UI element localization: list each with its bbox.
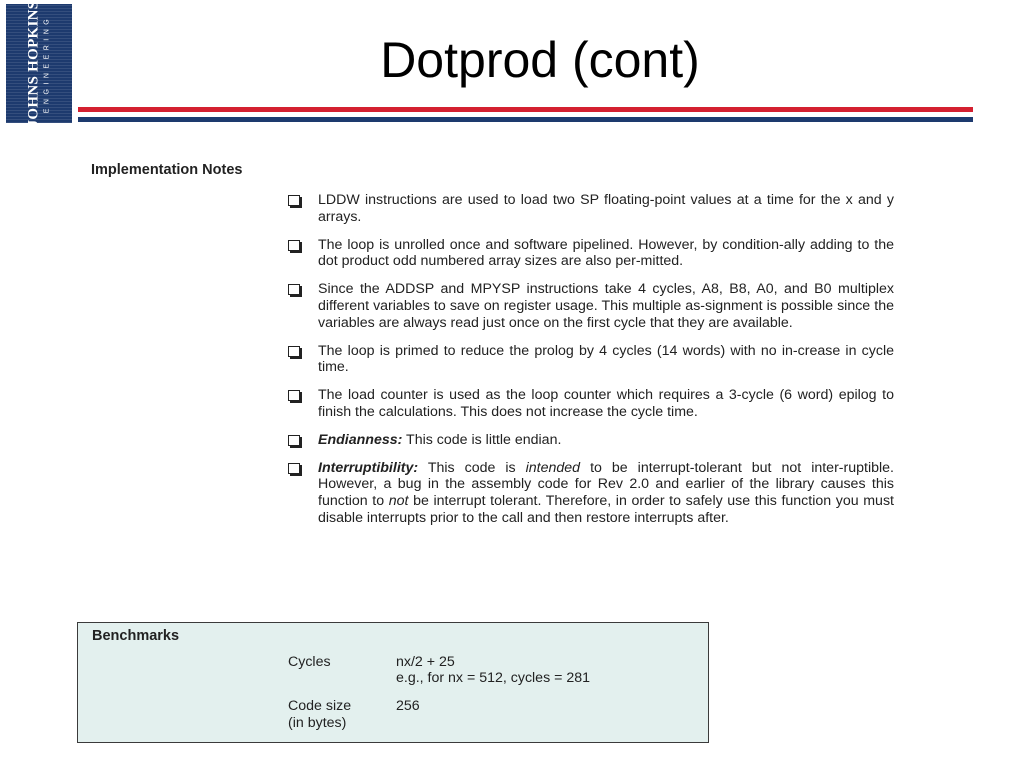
cycles-label: Cycles [288, 654, 331, 670]
code-size-value: 256 [396, 698, 420, 714]
note-text: to be interrupt-tolerant but not inter-ruptible. However, a bug in the assembly code for Rev 2.0 and earlier of the library causes this function to [318, 459, 894, 510]
list-item [287, 237, 894, 271]
logo-line2: ENGINEERING [43, 14, 51, 113]
checkbox-bullet-icon [288, 240, 300, 251]
implementation-notes-list [287, 192, 894, 538]
implementation-notes-heading: Implementation Notes [91, 162, 243, 178]
list-item [287, 432, 894, 449]
note-text: be interrupt tolerant. Therefore, in order to safely use this function you must disable interrupts prior to the call and then restore interrupts after. [318, 493, 894, 526]
benchmarks-panel [77, 622, 709, 743]
interruptibility-label: Interruptibility: [318, 459, 419, 476]
benchmarks-heading: Benchmarks [92, 628, 180, 644]
checkbox-bullet-icon [288, 195, 300, 206]
note-text: The load counter is used as the loop counter which requires a 3-cycle (6 word) epilog to finish the calculations. This does not increase the cycle time. [318, 387, 894, 420]
checkbox-bullet-icon [288, 463, 300, 474]
checkbox-bullet-icon [288, 435, 300, 446]
logo-line1: JOHNS HOPKINS [25, 0, 42, 127]
note-text: Since the ADDSP and MPYSP instructions take 4 cycles, A8, B8, A0, and B0 multiplex different variables to save on register usage. This multiple as-signment is possible since the variables are always read just once on the first cycle that they are available. [318, 281, 894, 331]
note-text: LDDW instructions are used to load two SP floating-point values at a time for the x and y arrays. [318, 192, 894, 225]
checkbox-bullet-icon [288, 346, 300, 357]
cycles-formula: nx/2 + 25 [396, 654, 455, 670]
note-text: The loop is unrolled once and software pipelined. However, by condition-ally adding to the dot product odd numbered array sizes are also per-mitted. [318, 236, 894, 270]
code-size-unit-label: (in bytes) [288, 715, 347, 731]
list-item [287, 387, 894, 421]
list-item [287, 192, 894, 226]
johns-hopkins-engineering-logo [6, 0, 72, 127]
endianness-label: Endianness: [318, 431, 403, 448]
emphasis-not: not [388, 493, 409, 510]
list-item [287, 460, 894, 527]
list-item [287, 343, 894, 377]
blue-divider-rule [78, 117, 973, 122]
note-text: The loop is primed to reduce the prolog by 4 cycles (14 words) with no in-crease in cycle time. [318, 342, 894, 376]
list-item [287, 281, 894, 331]
slide-title: Dotprod (cont) [380, 32, 700, 88]
note-text: This code is little endian. [402, 431, 562, 448]
note-text: This code is [418, 459, 526, 476]
cycles-example: e.g., for nx = 512, cycles = 281 [396, 670, 591, 686]
checkbox-bullet-icon [288, 284, 300, 295]
code-size-label: Code size [288, 698, 352, 714]
emphasis-intended: intended [525, 459, 581, 476]
checkbox-bullet-icon [288, 390, 300, 401]
red-divider-rule [78, 107, 973, 112]
